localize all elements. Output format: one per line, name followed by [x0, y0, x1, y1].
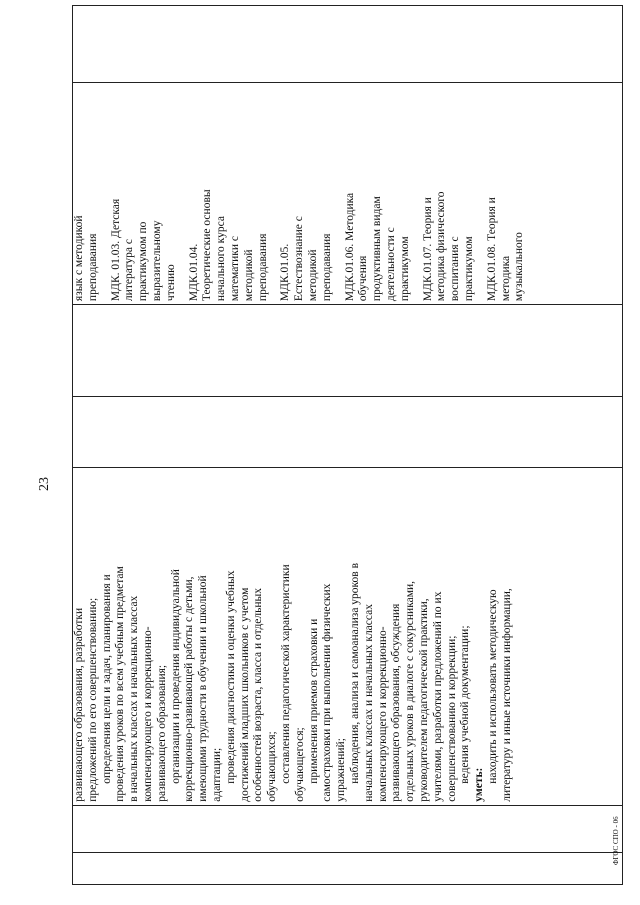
requirement-line: уметь:: [473, 767, 486, 802]
mdk-line: обучения: [357, 255, 370, 302]
col-disciplines: [73, 83, 623, 305]
mdk-entry: [73, 86, 101, 301]
col-name: [73, 805, 623, 853]
col-index: [73, 853, 623, 885]
requirement-line: обучающегося;: [293, 727, 306, 802]
mdk-entry: [110, 86, 179, 301]
requirement-line: литературу и иные источники информации,: [500, 588, 513, 802]
mdk-list: [73, 86, 527, 301]
mdk-line: деятельности с: [384, 227, 397, 302]
mdk-line: Естествознание с: [293, 216, 306, 302]
curriculum-table: [72, 5, 623, 885]
requirement-line: компенсирующего и коррекционно-: [376, 626, 389, 802]
page-number: 23: [37, 477, 52, 491]
mdk-line: чтению: [164, 264, 177, 302]
requirement-line: развивающего образования;: [155, 664, 168, 802]
requirement-line: достижений младших школьников с учетом: [238, 587, 251, 802]
col-requirements: [73, 468, 623, 806]
mdk-line: МДК. 01.03. Детская: [109, 198, 122, 302]
mdk-line: МДК.01.07. Теория и: [421, 197, 434, 302]
mdk-line: воспитания с: [449, 236, 462, 302]
mdk-entry: [422, 86, 477, 301]
requirement-line: наблюдения, анализа и самоанализа уроков в: [348, 562, 361, 784]
mdk-entry: [279, 86, 334, 301]
mdk-line: продуктивным видам: [371, 196, 384, 302]
requirement-line: находить и использовать методическую: [486, 589, 499, 784]
mdk-line: литература с: [123, 239, 136, 302]
mdk-line: практикумом по: [137, 221, 150, 302]
col-hours-class: [73, 305, 623, 397]
mdk-line: начального курса: [215, 216, 228, 302]
requirement-line: адаптации;: [210, 747, 223, 802]
mdk-line: выразительному: [150, 220, 163, 302]
requirement-line: упражнений;: [335, 738, 348, 802]
mdk-entry: [344, 86, 413, 301]
mdk-entry: [486, 86, 527, 301]
requirement-line: совершенствованию и коррекции;: [445, 635, 458, 802]
requirement-line: применения приемов страховки и: [307, 618, 320, 784]
mdk-line: методикой: [242, 249, 255, 302]
requirement-line: коррекционно-развивающей работы с детьми,: [183, 576, 196, 802]
col-competencies: [73, 6, 623, 83]
mdk-line: МДК.01.05.: [279, 243, 292, 302]
mdk-line: язык с методикой: [73, 215, 85, 302]
mdk-line: математики с: [228, 236, 241, 302]
mdk-line: музыкального: [513, 232, 526, 302]
requirement-line: начальных классах и начальных классах: [362, 604, 375, 802]
footer-code: ФГОС СПО - 06: [612, 816, 620, 865]
mdk-line: Теоретические основы: [201, 189, 214, 302]
mdk-line: методика физического: [435, 191, 448, 302]
requirement-line: развивающего образования, обсуждения: [390, 603, 403, 802]
requirement-line: имеющими трудности в обучении и школьной: [197, 575, 210, 802]
requirement-line: особенностей возраста, класса и отдельных: [252, 587, 265, 802]
mdk-line: преподавания: [320, 233, 333, 302]
requirement-line: ведения учебной документации;: [459, 625, 472, 784]
requirement-line: компенсирующего и коррекционно-: [141, 626, 154, 802]
mdk-line: методика: [499, 255, 512, 302]
requirement-line: развивающего образования, разработки: [73, 607, 85, 802]
requirement-line: руководителем педагогической практики,: [417, 598, 430, 802]
mdk-line: МДК.01.06. Методика: [343, 192, 356, 302]
requirement-line: самостраховки при выполнении физических: [321, 583, 334, 802]
requirement-line: предложений по его совершенствованию;: [86, 597, 99, 802]
mdk-entry: [188, 86, 271, 301]
requirement-line: проведения диагностики и оценки учебных: [224, 570, 237, 784]
mdk-line: преподавания: [256, 233, 269, 302]
requirement-line: проведения уроков по всем учебным предметам: [114, 566, 127, 802]
requirement-line: отдельных уроков в диалоге с сокурсниками,: [404, 580, 417, 802]
requirement-line: составления педагогической характеристики: [279, 564, 292, 784]
mdk-line: практикумом: [462, 236, 475, 302]
requirement-line: организации и проведения индивидуальной: [169, 569, 182, 784]
requirement-line: определения цели и задач, планирования и: [100, 574, 113, 784]
mdk-line: методикой: [306, 249, 319, 302]
mdk-line: преподавания: [86, 233, 99, 302]
requirement-line: обучающихся;: [266, 731, 279, 802]
mdk-line: МДК.01.04.: [187, 243, 200, 302]
requirement-line: учителями, разработки предложений по их: [431, 591, 444, 802]
col-hours-max: [73, 396, 623, 467]
requirement-line: в начальных классах и начальных классах: [128, 595, 141, 802]
mdk-line: МДК.01.08. Теория и: [485, 197, 498, 302]
mdk-line: практикумом: [398, 236, 411, 302]
requirements-text: [73, 471, 515, 802]
